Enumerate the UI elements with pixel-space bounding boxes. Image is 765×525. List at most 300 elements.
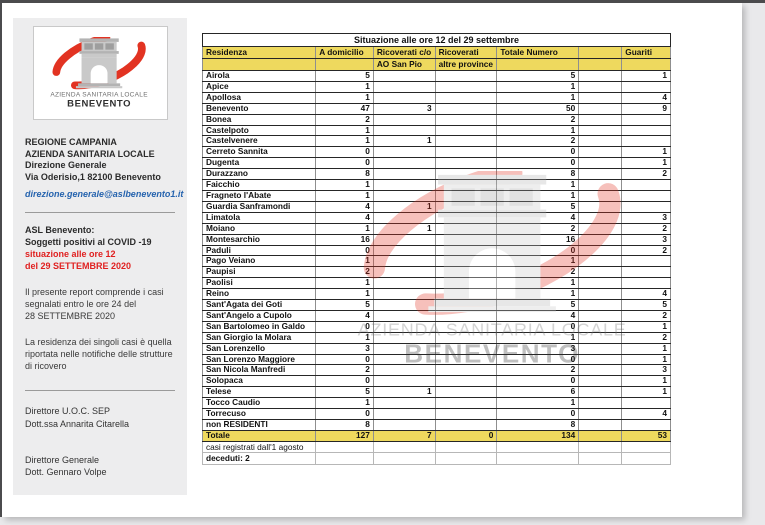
value-cell <box>373 365 435 376</box>
value-cell <box>373 332 435 343</box>
value-cell: 2 <box>622 310 671 321</box>
residenza-cell: San Bartolomeo in Galdo <box>203 321 316 332</box>
value-cell <box>435 300 497 311</box>
value-cell <box>579 234 622 245</box>
residenza-cell: Limatola <box>203 212 316 223</box>
value-cell <box>373 354 435 365</box>
value-cell: 9 <box>622 103 671 114</box>
value-cell: 1 <box>622 71 671 82</box>
report-note-2: La residenza dei singoli casi è quella riportata nelle notifiche delle strutture di ricovero <box>25 337 173 371</box>
municipality-row <box>203 71 671 82</box>
value-cell: 1 <box>622 376 671 387</box>
value-cell <box>579 420 622 431</box>
value-cell <box>373 234 435 245</box>
value-cell: 0 <box>316 147 374 158</box>
municipality-row <box>203 103 671 114</box>
value-cell: 2 <box>316 365 374 376</box>
value-cell: 0 <box>497 321 579 332</box>
municipality-row <box>203 278 671 289</box>
value-cell <box>579 343 622 354</box>
value-cell <box>435 81 497 92</box>
value-cell: 2 <box>622 223 671 234</box>
value-cell <box>373 321 435 332</box>
value-cell: 0 <box>316 245 374 256</box>
value-cell: 1 <box>316 398 374 409</box>
asl-logo <box>33 26 168 120</box>
residenza-cell: Reino <box>203 289 316 300</box>
value-cell <box>579 300 622 311</box>
municipality-row <box>203 201 671 212</box>
value-cell <box>373 267 435 278</box>
value-cell <box>373 180 435 191</box>
value-cell: 7 <box>373 430 435 441</box>
value-cell: 16 <box>497 234 579 245</box>
municipality-row <box>203 365 671 376</box>
value-cell: 1 <box>316 223 374 234</box>
value-cell <box>622 398 671 409</box>
value-cell: 0 <box>497 409 579 420</box>
value-cell: 2 <box>497 267 579 278</box>
value-cell <box>622 278 671 289</box>
value-cell <box>435 321 497 332</box>
residenza-cell: Sant'Agata dei Goti <box>203 300 316 311</box>
value-cell: 4 <box>316 212 374 223</box>
value-cell: 2 <box>497 223 579 234</box>
value-cell: 0 <box>316 409 374 420</box>
value-cell <box>579 158 622 169</box>
divider-bottom <box>25 390 175 391</box>
value-cell: 1 <box>497 125 579 136</box>
value-cell <box>373 114 435 125</box>
value-cell: 5 <box>316 387 374 398</box>
value-cell <box>373 125 435 136</box>
value-cell <box>373 409 435 420</box>
value-cell <box>435 420 497 431</box>
value-cell: 2 <box>497 136 579 147</box>
email-link[interactable]: direzione.generale@aslbenevento1.it <box>25 188 184 199</box>
municipality-row <box>203 300 671 311</box>
value-cell: 6 <box>497 387 579 398</box>
municipality-row <box>203 310 671 321</box>
municipality-row <box>203 376 671 387</box>
value-cell: 2 <box>622 332 671 343</box>
value-cell <box>579 201 622 212</box>
value-cell: 53 <box>622 430 671 441</box>
value-cell: 2 <box>622 245 671 256</box>
value-cell: 3 <box>497 343 579 354</box>
column-header <box>316 59 374 71</box>
municipality-row <box>203 158 671 169</box>
value-cell <box>579 256 622 267</box>
value-cell <box>435 245 497 256</box>
value-cell: 134 <box>497 430 579 441</box>
value-cell <box>435 234 497 245</box>
residenza-cell: Airola <box>203 71 316 82</box>
divider-top <box>25 212 175 213</box>
viewer-top-border <box>0 0 765 3</box>
value-cell <box>579 387 622 398</box>
value-cell <box>579 278 622 289</box>
residenza-cell: Durazzano <box>203 169 316 180</box>
value-cell: 1 <box>622 343 671 354</box>
value-cell: 1 <box>497 190 579 201</box>
value-cell <box>579 409 622 420</box>
deceased-row <box>203 453 671 465</box>
value-cell: 5 <box>497 201 579 212</box>
value-cell <box>579 267 622 278</box>
value-cell: 1 <box>622 147 671 158</box>
value-cell <box>579 92 622 103</box>
residenza-cell: Paupisi <box>203 267 316 278</box>
value-cell: 2 <box>622 169 671 180</box>
value-cell <box>579 147 622 158</box>
value-cell: 3 <box>622 365 671 376</box>
residenza-cell: Paolisi <box>203 278 316 289</box>
municipality-row <box>203 136 671 147</box>
residenza-cell: Cerreto Sannita <box>203 147 316 158</box>
value-cell: 2 <box>316 267 374 278</box>
value-cell <box>579 223 622 234</box>
value-cell <box>579 441 622 453</box>
value-cell <box>435 223 497 234</box>
value-cell <box>579 125 622 136</box>
value-cell <box>373 300 435 311</box>
municipality-row <box>203 398 671 409</box>
value-cell <box>373 92 435 103</box>
value-cell <box>435 212 497 223</box>
value-cell <box>497 453 579 465</box>
value-cell <box>579 430 622 441</box>
value-cell: 0 <box>316 321 374 332</box>
value-cell <box>373 376 435 387</box>
municipality-row <box>203 114 671 125</box>
column-header: altre province <box>435 59 497 71</box>
value-cell <box>579 103 622 114</box>
director-general-name: Dott. Gennaro Volpe <box>25 466 107 477</box>
director-uoc <box>25 405 175 429</box>
value-cell: 1 <box>316 180 374 191</box>
value-cell: 2 <box>497 365 579 376</box>
value-cell <box>622 201 671 212</box>
value-cell: 1 <box>497 278 579 289</box>
value-cell <box>435 190 497 201</box>
column-header <box>622 59 671 71</box>
value-cell <box>579 310 622 321</box>
residenza-cell: casi registrati dall'1 agosto <box>203 441 316 453</box>
municipality-row <box>203 125 671 136</box>
document-page <box>2 3 742 517</box>
header-row-1 <box>203 47 671 59</box>
value-cell <box>373 190 435 201</box>
value-cell <box>435 387 497 398</box>
value-cell <box>316 441 374 453</box>
value-cell: 4 <box>497 212 579 223</box>
residenza-cell: Pago Veiano <box>203 256 316 267</box>
director-general-role: Direttore Generale <box>25 454 100 465</box>
residenza-cell: Sant'Angelo a Cupolo <box>203 310 316 321</box>
value-cell: 1 <box>373 201 435 212</box>
residenza-cell: Apollosa <box>203 92 316 103</box>
column-header: Totale Numero <box>497 47 579 59</box>
value-cell <box>435 201 497 212</box>
value-cell: 2 <box>316 114 374 125</box>
value-cell <box>622 114 671 125</box>
value-cell <box>435 71 497 82</box>
value-cell <box>579 180 622 191</box>
sidebar <box>13 18 187 495</box>
municipality-row <box>203 267 671 278</box>
value-cell <box>622 136 671 147</box>
residenza-cell: Moiano <box>203 223 316 234</box>
value-cell <box>622 441 671 453</box>
value-cell <box>435 256 497 267</box>
residenza-cell: Solopaca <box>203 376 316 387</box>
value-cell: 1 <box>316 256 374 267</box>
value-cell <box>622 180 671 191</box>
value-cell <box>435 453 497 465</box>
value-cell <box>579 114 622 125</box>
value-cell: 1 <box>497 332 579 343</box>
director-general <box>25 454 175 478</box>
value-cell <box>579 321 622 332</box>
value-cell <box>373 441 435 453</box>
municipality-row <box>203 289 671 300</box>
value-cell <box>373 343 435 354</box>
residenza-cell: Paduli <box>203 245 316 256</box>
value-cell: 5 <box>622 300 671 311</box>
value-cell: 1 <box>497 398 579 409</box>
residenza-cell: Castelpoto <box>203 125 316 136</box>
value-cell: 0 <box>497 147 579 158</box>
value-cell: 3 <box>373 103 435 114</box>
municipality-row <box>203 354 671 365</box>
value-cell <box>435 147 497 158</box>
value-cell <box>435 365 497 376</box>
value-cell <box>579 289 622 300</box>
column-header: Residenza <box>203 47 316 59</box>
value-cell <box>373 245 435 256</box>
residenza-cell: Guardia Sanframondi <box>203 201 316 212</box>
value-cell: 8 <box>497 420 579 431</box>
value-cell <box>373 71 435 82</box>
residenza-cell: Apice <box>203 81 316 92</box>
municipality-row <box>203 190 671 201</box>
value-cell <box>435 136 497 147</box>
value-cell <box>622 256 671 267</box>
value-cell <box>435 103 497 114</box>
value-cell <box>373 158 435 169</box>
column-header: Ricoverati <box>435 47 497 59</box>
value-cell <box>579 212 622 223</box>
municipality-row <box>203 169 671 180</box>
header-row-2 <box>203 59 671 71</box>
municipality-row <box>203 92 671 103</box>
value-cell <box>579 354 622 365</box>
residenza-cell: Dugenta <box>203 158 316 169</box>
value-cell <box>435 169 497 180</box>
municipality-row <box>203 212 671 223</box>
value-cell <box>435 310 497 321</box>
value-cell: 1 <box>373 223 435 234</box>
value-cell: 4 <box>497 310 579 321</box>
value-cell: 1 <box>316 125 374 136</box>
value-cell: 4 <box>316 310 374 321</box>
value-cell <box>435 158 497 169</box>
value-cell <box>373 420 435 431</box>
value-cell <box>435 278 497 289</box>
value-cell: 1 <box>316 92 374 103</box>
residenza-cell: Faicchio <box>203 180 316 191</box>
value-cell: 1 <box>622 387 671 398</box>
value-cell <box>373 256 435 267</box>
value-cell: 1 <box>316 332 374 343</box>
value-cell <box>435 180 497 191</box>
column-header <box>497 59 579 71</box>
value-cell: 1 <box>316 289 374 300</box>
value-cell: 1 <box>622 158 671 169</box>
value-cell: 47 <box>316 103 374 114</box>
municipality-row <box>203 343 671 354</box>
municipality-row <box>203 256 671 267</box>
value-cell <box>435 289 497 300</box>
value-cell: 0 <box>435 430 497 441</box>
value-cell <box>435 376 497 387</box>
covid-report-table <box>202 33 671 465</box>
value-cell <box>373 278 435 289</box>
column-header <box>579 59 622 71</box>
municipality-row <box>203 387 671 398</box>
value-cell <box>373 310 435 321</box>
residenza-cell: non RESIDENTI <box>203 420 316 431</box>
value-cell <box>435 267 497 278</box>
value-cell: 4 <box>622 92 671 103</box>
asl-logo-graphic <box>37 37 164 110</box>
value-cell <box>579 190 622 201</box>
value-cell <box>579 398 622 409</box>
value-cell: 0 <box>497 158 579 169</box>
value-cell <box>373 398 435 409</box>
value-cell: 5 <box>497 71 579 82</box>
residenza-cell: Bonea <box>203 114 316 125</box>
value-cell <box>579 365 622 376</box>
value-cell: 1 <box>497 256 579 267</box>
residenza-cell: San Lorenzello <box>203 343 316 354</box>
value-cell <box>435 354 497 365</box>
value-cell <box>497 441 579 453</box>
value-cell: 127 <box>316 430 374 441</box>
report-title: ASL Benevento: Soggetti positivi al COVID -19 <box>25 224 152 247</box>
municipality-row <box>203 81 671 92</box>
director-uoc-name: Dott.ssa Annarita Citarella <box>25 418 130 429</box>
value-cell: 1 <box>497 81 579 92</box>
value-cell <box>435 343 497 354</box>
value-cell: 0 <box>497 376 579 387</box>
column-header: Guariti <box>622 47 671 59</box>
column-header <box>579 47 622 59</box>
value-cell: 5 <box>316 300 374 311</box>
value-cell: 50 <box>497 103 579 114</box>
municipality-row <box>203 147 671 158</box>
value-cell <box>373 289 435 300</box>
value-cell: 0 <box>316 376 374 387</box>
residenza-cell: Telese <box>203 387 316 398</box>
residenza-cell: San Giorgio la Molara <box>203 332 316 343</box>
residenza-cell: Montesarchio <box>203 234 316 245</box>
residenza-cell: deceduti: 2 <box>203 453 316 465</box>
value-cell: 5 <box>497 300 579 311</box>
value-cell <box>579 136 622 147</box>
municipality-row <box>203 321 671 332</box>
value-cell: 1 <box>373 136 435 147</box>
address-block: REGIONE CAMPANIA AZIENDA SANITARIA LOCALE Direzione Generale Via Oderisio,1 82100 Benevento <box>25 137 161 183</box>
table-title: Situazione alle ore 12 del 29 settembre <box>203 34 671 47</box>
footnote-row <box>203 441 671 453</box>
value-cell <box>373 147 435 158</box>
municipality-row <box>203 234 671 245</box>
value-cell <box>435 114 497 125</box>
residenza-cell: Castelvenere <box>203 136 316 147</box>
value-cell: 1 <box>373 387 435 398</box>
value-cell: 4 <box>622 289 671 300</box>
value-cell <box>435 398 497 409</box>
value-cell <box>622 81 671 92</box>
residenza-cell: Fragneto l'Abate <box>203 190 316 201</box>
value-cell: 0 <box>316 354 374 365</box>
value-cell: 8 <box>316 169 374 180</box>
municipality-row <box>203 332 671 343</box>
value-cell <box>579 332 622 343</box>
value-cell <box>622 267 671 278</box>
column-header: Ricoverati c/o <box>373 47 435 59</box>
value-cell: 1 <box>497 180 579 191</box>
value-cell <box>579 453 622 465</box>
residenza-cell: Benevento <box>203 103 316 114</box>
value-cell: 2 <box>497 114 579 125</box>
report-table <box>202 33 671 465</box>
residenza-cell: Torrecuso <box>203 409 316 420</box>
value-cell <box>622 420 671 431</box>
value-cell: 3 <box>622 212 671 223</box>
value-cell: 8 <box>316 420 374 431</box>
total-row <box>203 430 671 441</box>
value-cell <box>579 71 622 82</box>
value-cell: 1 <box>316 136 374 147</box>
value-cell <box>373 169 435 180</box>
value-cell <box>373 212 435 223</box>
value-cell: 1 <box>622 354 671 365</box>
value-cell: 1 <box>497 289 579 300</box>
value-cell: 1 <box>316 81 374 92</box>
value-cell <box>579 245 622 256</box>
value-cell: 1 <box>316 190 374 201</box>
value-cell <box>435 92 497 103</box>
value-cell: 1 <box>622 321 671 332</box>
value-cell: 3 <box>622 234 671 245</box>
value-cell: 1 <box>497 92 579 103</box>
value-cell <box>579 81 622 92</box>
value-cell <box>316 453 374 465</box>
municipality-row <box>203 223 671 234</box>
value-cell <box>373 81 435 92</box>
value-cell: 3 <box>316 343 374 354</box>
column-header: AO San Pio <box>373 59 435 71</box>
value-cell <box>579 376 622 387</box>
municipality-row <box>203 420 671 431</box>
column-header <box>203 59 316 71</box>
value-cell: 1 <box>316 278 374 289</box>
residenza-cell: Tocco Caudio <box>203 398 316 409</box>
value-cell: 0 <box>497 354 579 365</box>
